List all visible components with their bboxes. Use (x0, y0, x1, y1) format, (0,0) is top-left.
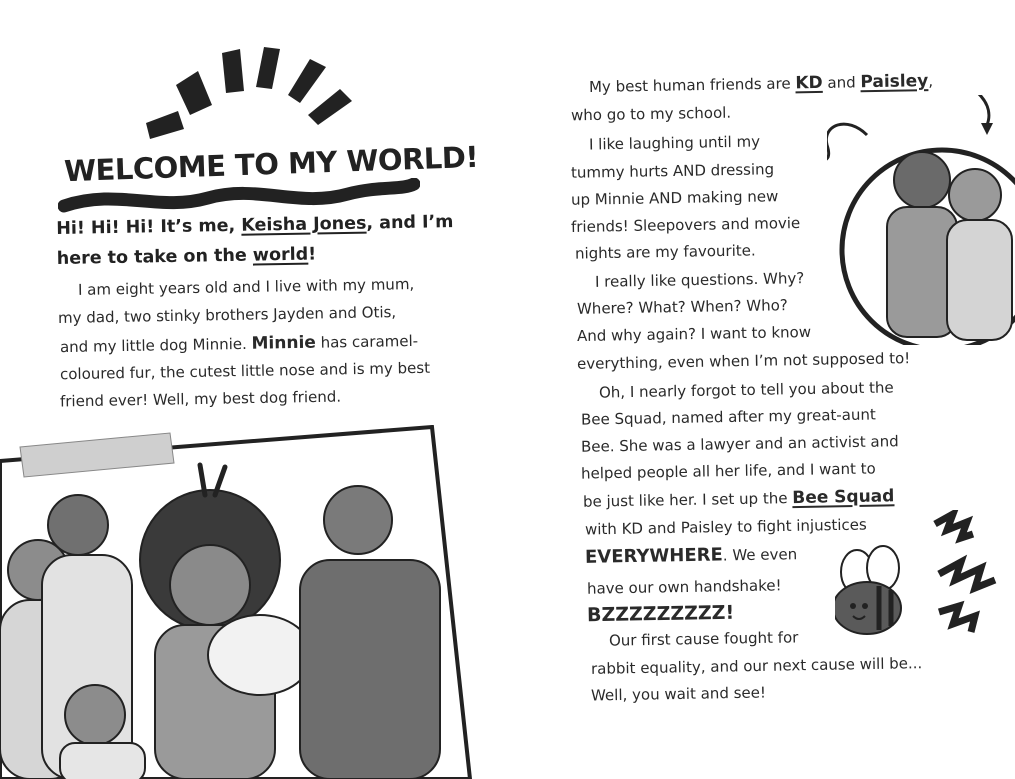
questions-line: Where? What? When? Who? (576, 296, 788, 318)
fight-line: with KD and Paisley to fight injustices (584, 515, 867, 539)
bee-line: Bee. She was a lawyer and an activist and (580, 432, 899, 456)
buzz-text: BZZZZZZZZZ! (586, 601, 735, 627)
questions-line: everything, even when I’m not supposed to! (576, 349, 911, 373)
likes-line: I like laughing until my (588, 132, 761, 154)
welcome-heading: WELCOME TO MY WORLD! (63, 139, 479, 189)
cause-line: Our first cause fought for (608, 628, 799, 650)
kd-name: KD (795, 72, 823, 94)
bee-line: be just like her. I set up the Bee Squad (582, 486, 895, 511)
para-line: I am eight years old and I live with my mum, (77, 275, 415, 299)
questions-line: And why again? I want to know (576, 322, 812, 346)
friends-line: My best human friends are KD and Paisley, (588, 71, 934, 97)
para-line: and my little dog Minnie. Minnie has caramel- (59, 331, 419, 357)
cause-line: Well, you wait and see! (590, 683, 767, 705)
paisley-name: Paisley (860, 71, 929, 93)
likes-line: nights are my favourite. (574, 241, 756, 263)
intro-text: Hi! Hi! Hi! It’s me, Keisha Jones, and I’m here to take on the world! (56, 212, 454, 269)
keisha-name: Keisha Jones (241, 213, 367, 236)
cause-line: rabbit equality, and our next cause will be... (590, 654, 923, 678)
right-page (505, 0, 1015, 779)
everywhere-bold: EVERYWHERE (584, 544, 723, 568)
world-word: world (252, 244, 309, 266)
minnie-bold: Minnie (251, 332, 317, 354)
family-photo-illustration (0, 425, 480, 779)
para-line: friend ever! Well, my best dog friend. (59, 387, 342, 411)
left-page (0, 0, 505, 779)
sunburst-rays-icon (140, 45, 360, 140)
likes-line: friends! Sleepovers and movie (570, 214, 801, 236)
questions-line: I really like questions. Why? (594, 269, 805, 291)
likes-line: tummy hurts AND dressing (570, 160, 775, 182)
everywhere-line: EVERYWHERE. We even (584, 544, 798, 568)
para-line: coloured fur, the cutest little nose and is my best (59, 358, 431, 384)
bee-line: Bee Squad, named after my great-aunt (580, 405, 876, 429)
friends-line: who go to my school. (570, 103, 732, 125)
bee-squad-bold: Bee Squad (792, 486, 895, 509)
likes-line: up Minnie AND making new (570, 187, 779, 209)
handshake-line: have our own handshake! (586, 576, 782, 598)
bee-line: Oh, I nearly forgot to tell you about the (598, 378, 894, 402)
bee-line: helped people all her life, and I want to (580, 459, 876, 483)
para-line: my dad, two stinky brothers Jayden and Otis, (57, 303, 397, 327)
friends-portrait-illustration (827, 95, 1015, 345)
bee-icon (835, 510, 1010, 655)
